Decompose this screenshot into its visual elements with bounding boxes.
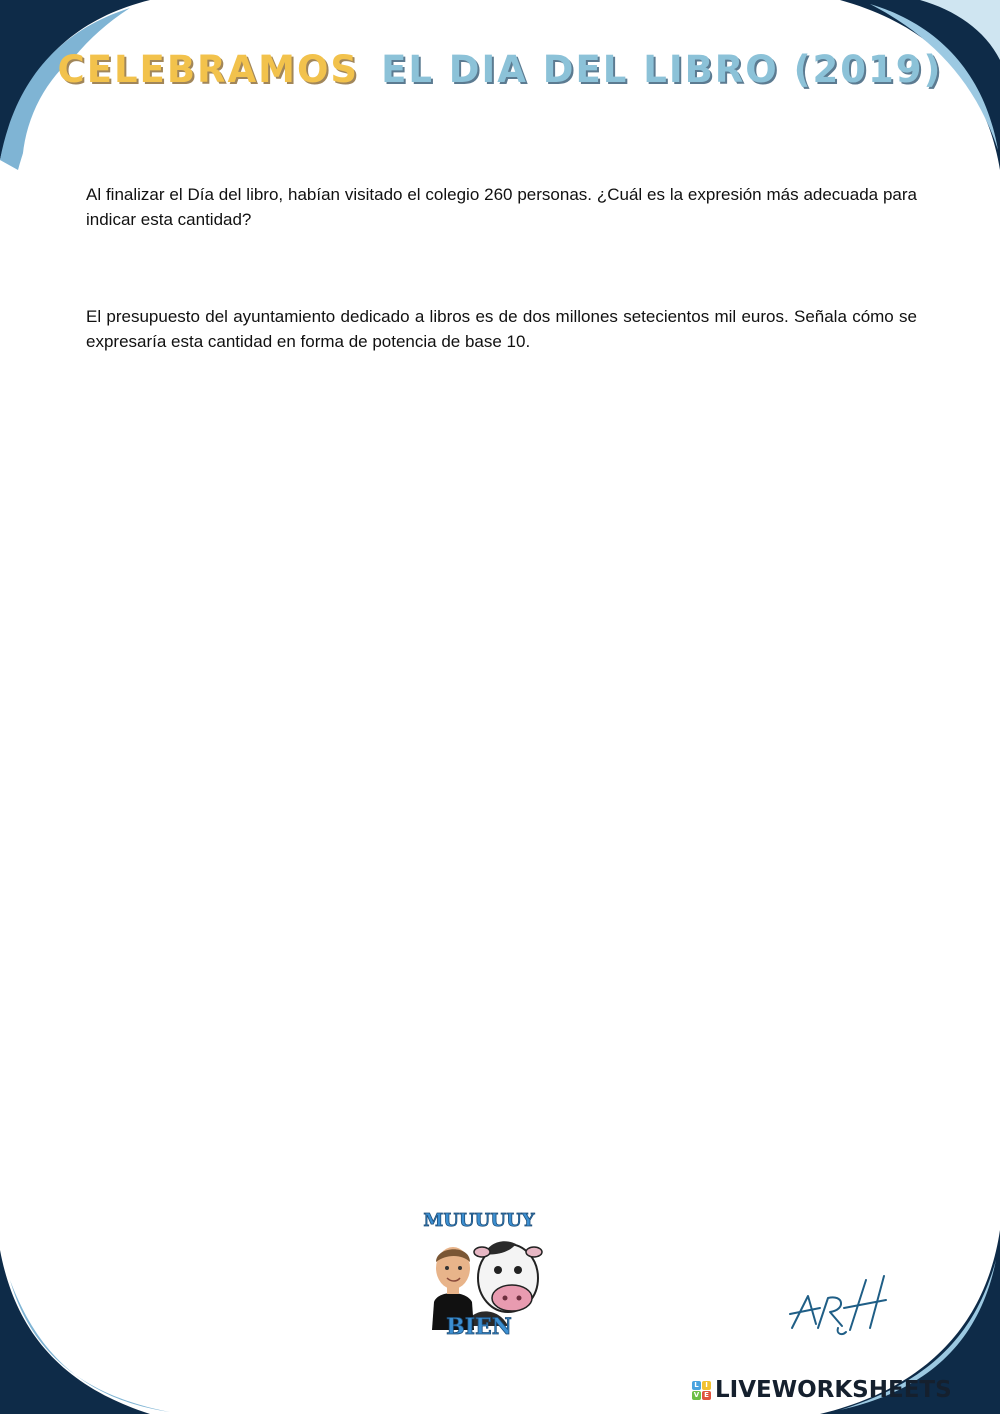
logo-letter-l: L <box>692 1381 701 1390</box>
title-part-dia-del-libro: EL DIA DEL LIBRO (2019) <box>381 48 943 91</box>
logo-letter-i: I <box>702 1381 711 1390</box>
liveworksheets-logo-icon <box>692 1381 711 1400</box>
muy-bien-sticker <box>412 1206 546 1340</box>
liveworksheets-watermark <box>692 1375 952 1405</box>
logo-letter-e: E <box>702 1391 711 1400</box>
title-part-celebramos: CELEBRAMOS <box>57 48 360 91</box>
logo-letter-v: V <box>693 1390 700 1399</box>
signature <box>786 1272 890 1338</box>
question-1-text: Al finalizar el Día del libro, habían visitado el colegio 260 personas. ¿Cuál es la expresión más adecuada para indicar esta cantidad? <box>86 185 917 229</box>
sticker-bottom-text: BIEN <box>446 1314 512 1340</box>
page-title <box>0 48 1000 91</box>
question-2-text: El presupuesto del ayuntamiento dedicado a libros es de dos millones setecientos mil euros. Señala cómo se expresaría esta cantidad en forma de potencia de base 10. <box>86 307 917 351</box>
sticker-top-text: MUUUUUY <box>423 1210 535 1231</box>
liveworksheets-text: LIVEWORKSHEETS <box>715 1377 952 1403</box>
